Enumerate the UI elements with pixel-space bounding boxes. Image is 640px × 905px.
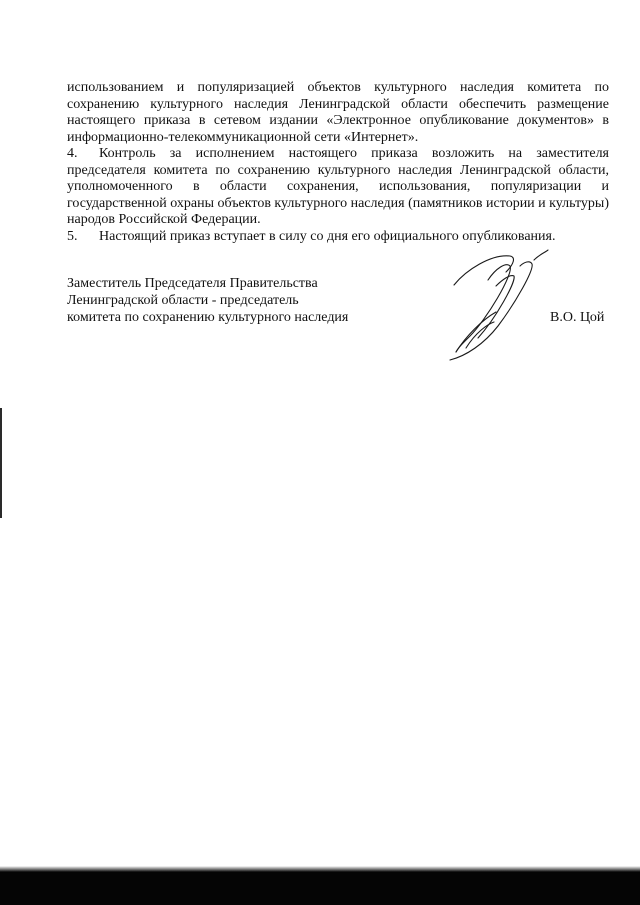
scan-edge-bottom: [0, 872, 640, 905]
list-item-text: Настоящий приказ вступает в силу со дня его официального опубликования.: [99, 228, 556, 244]
signatory-position-line: Заместитель Председателя Правительства: [67, 276, 318, 291]
signature-stroke: [534, 250, 548, 260]
handwritten-signature: [436, 240, 554, 362]
signature-stroke: [456, 312, 496, 352]
signature-stroke: [456, 265, 510, 352]
signatory-position-line: комитета по сохранению культурного наследия: [67, 310, 349, 325]
list-item-4: [67, 146, 609, 229]
list-item-text: Контроль за исполнением настоящего приказа возложить на заместителя председателя комитета по сохранению культурного наследия Ленинградской области, уполномоченного в области сохранения, использования, популяризации и государственной охраны объектов культурного наследия (памятников истории и культуры) народов Российской Федерации.: [67, 146, 609, 227]
signature-stroke: [454, 256, 513, 285]
signatory-position-line: Ленинградской области - председатель: [67, 293, 299, 308]
scan-edge-left: [0, 408, 2, 518]
list-item-number: 4.: [67, 146, 78, 161]
signatory-name: В.О. Цой: [550, 310, 605, 325]
list-item-number: 5.: [67, 228, 78, 244]
paragraph-continuation: использованием и популяризацией объектов культурного наследия комитета по сохранению культурного наследия Ленинградской области обеспечить размещение настоящего приказа в сетевом издании «Электронное опубликование документов» в информационно-телекоммуникационной сети «Интернет».: [67, 80, 609, 145]
document-body: [67, 80, 609, 245]
